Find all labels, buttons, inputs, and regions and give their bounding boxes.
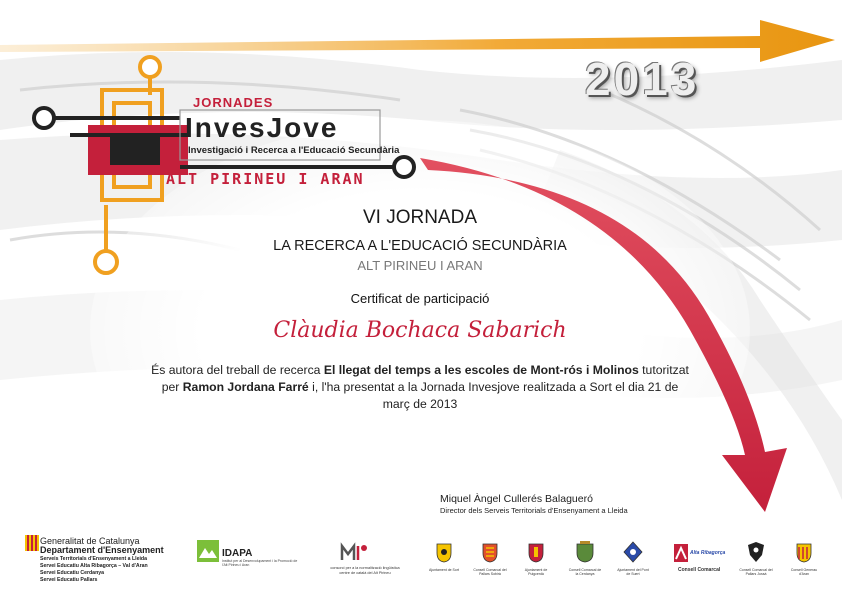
gencat-name: Generalitat de Catalunya xyxy=(40,536,140,546)
consorci-logo-icon xyxy=(340,540,370,562)
recipient-name: Clàudia Bochaca Sabarich xyxy=(273,318,567,343)
alta-ribagorca-logo-icon xyxy=(674,544,688,562)
alta-ribagorca-label: Alta Ribagorça xyxy=(690,550,726,556)
logo-jornades-text: JORNADES xyxy=(193,95,274,110)
ajuntament-label: Consell Comarcal de la Cerdanya xyxy=(568,568,602,576)
body-text-2: tutoritzat per xyxy=(161,363,689,394)
gencat-line: Servei Educatiu Pallars xyxy=(40,577,98,583)
body-text-1: És autora del treball de recerca xyxy=(151,363,324,377)
consell-comarcal-label: Consell Comarcal xyxy=(678,567,721,573)
jornada-theme: LA RECERCA A L'EDUCACIÓ SECUNDÀRIA xyxy=(273,238,567,254)
idapa-subtitle: Institut per al Desenvolupament i la Promoció de l'Alt Pirineu i Aran xyxy=(222,559,298,567)
tutor-name: Ramon Jordana Farré xyxy=(182,380,309,394)
logo-region: ALT PIRINEU I ARAN xyxy=(166,170,365,188)
shield-icon xyxy=(796,543,812,563)
certificate-type: Certificat de participació xyxy=(350,291,490,306)
gencat-line: Serveis Territorials d'Ensenyament a Lleida xyxy=(40,556,147,562)
ajuntament-label: Consell Comarcal del Pallars Jussà xyxy=(739,568,773,576)
shield-icon xyxy=(528,543,544,563)
certificate-body xyxy=(150,362,690,413)
ajuntament-label: Ajuntament de Sort xyxy=(429,568,459,572)
gencat-department: Departament d'Ensenyament xyxy=(40,545,164,555)
gencat-flag-icon xyxy=(25,535,39,551)
logo-invesjove-text: InvesJove xyxy=(185,112,339,143)
eagle-shield-icon xyxy=(746,541,766,563)
gencat-line: Servei Educatiu Alta Ribagorça – Val d'Aran xyxy=(40,563,148,569)
idapa-title: IDAPA xyxy=(222,548,253,559)
consorci-text: consorci per a la normalització lingüística centre de català del Alt Pirineu xyxy=(330,566,400,575)
jornada-title: VI JORNADA xyxy=(362,207,478,228)
idapa-logo-icon xyxy=(197,540,219,562)
signatory-name: Miquel Àngel Cullerés Balagueró xyxy=(440,493,593,505)
ajuntament-label: Ajuntament de Puigcerdà xyxy=(524,568,548,576)
jornada-region: ALT PIRINEU I ARAN xyxy=(357,258,483,273)
ajuntament-label: Ajuntament del Pont de Suert xyxy=(617,568,649,576)
year-label: 2013 xyxy=(585,53,700,105)
gencat-line: Servei Educatiu Cerdanya xyxy=(40,570,105,576)
shield-icon xyxy=(436,543,452,563)
ajuntament-label: Consell Comarcal del Pallars Sobirà xyxy=(473,568,507,576)
signatory-role: Director dels Serveis Territorials d'Ensenyament a Lleida xyxy=(440,506,628,515)
shield-icon xyxy=(623,541,643,563)
logo-subtitle: Investigació i Recerca a l'Educació Secundària xyxy=(188,145,400,156)
ajuntament-label: Consell Generau d'Aran xyxy=(790,568,818,576)
work-title: El llegat del temps a les escoles de Mont-rós i Molinos xyxy=(323,363,639,377)
body-text-3: i, l'ha presentat a la Jornada Invesjove realitzada a Sort el dia 21 de març de 2013 xyxy=(308,380,679,411)
shield-icon xyxy=(576,541,594,563)
shield-icon xyxy=(482,543,498,563)
